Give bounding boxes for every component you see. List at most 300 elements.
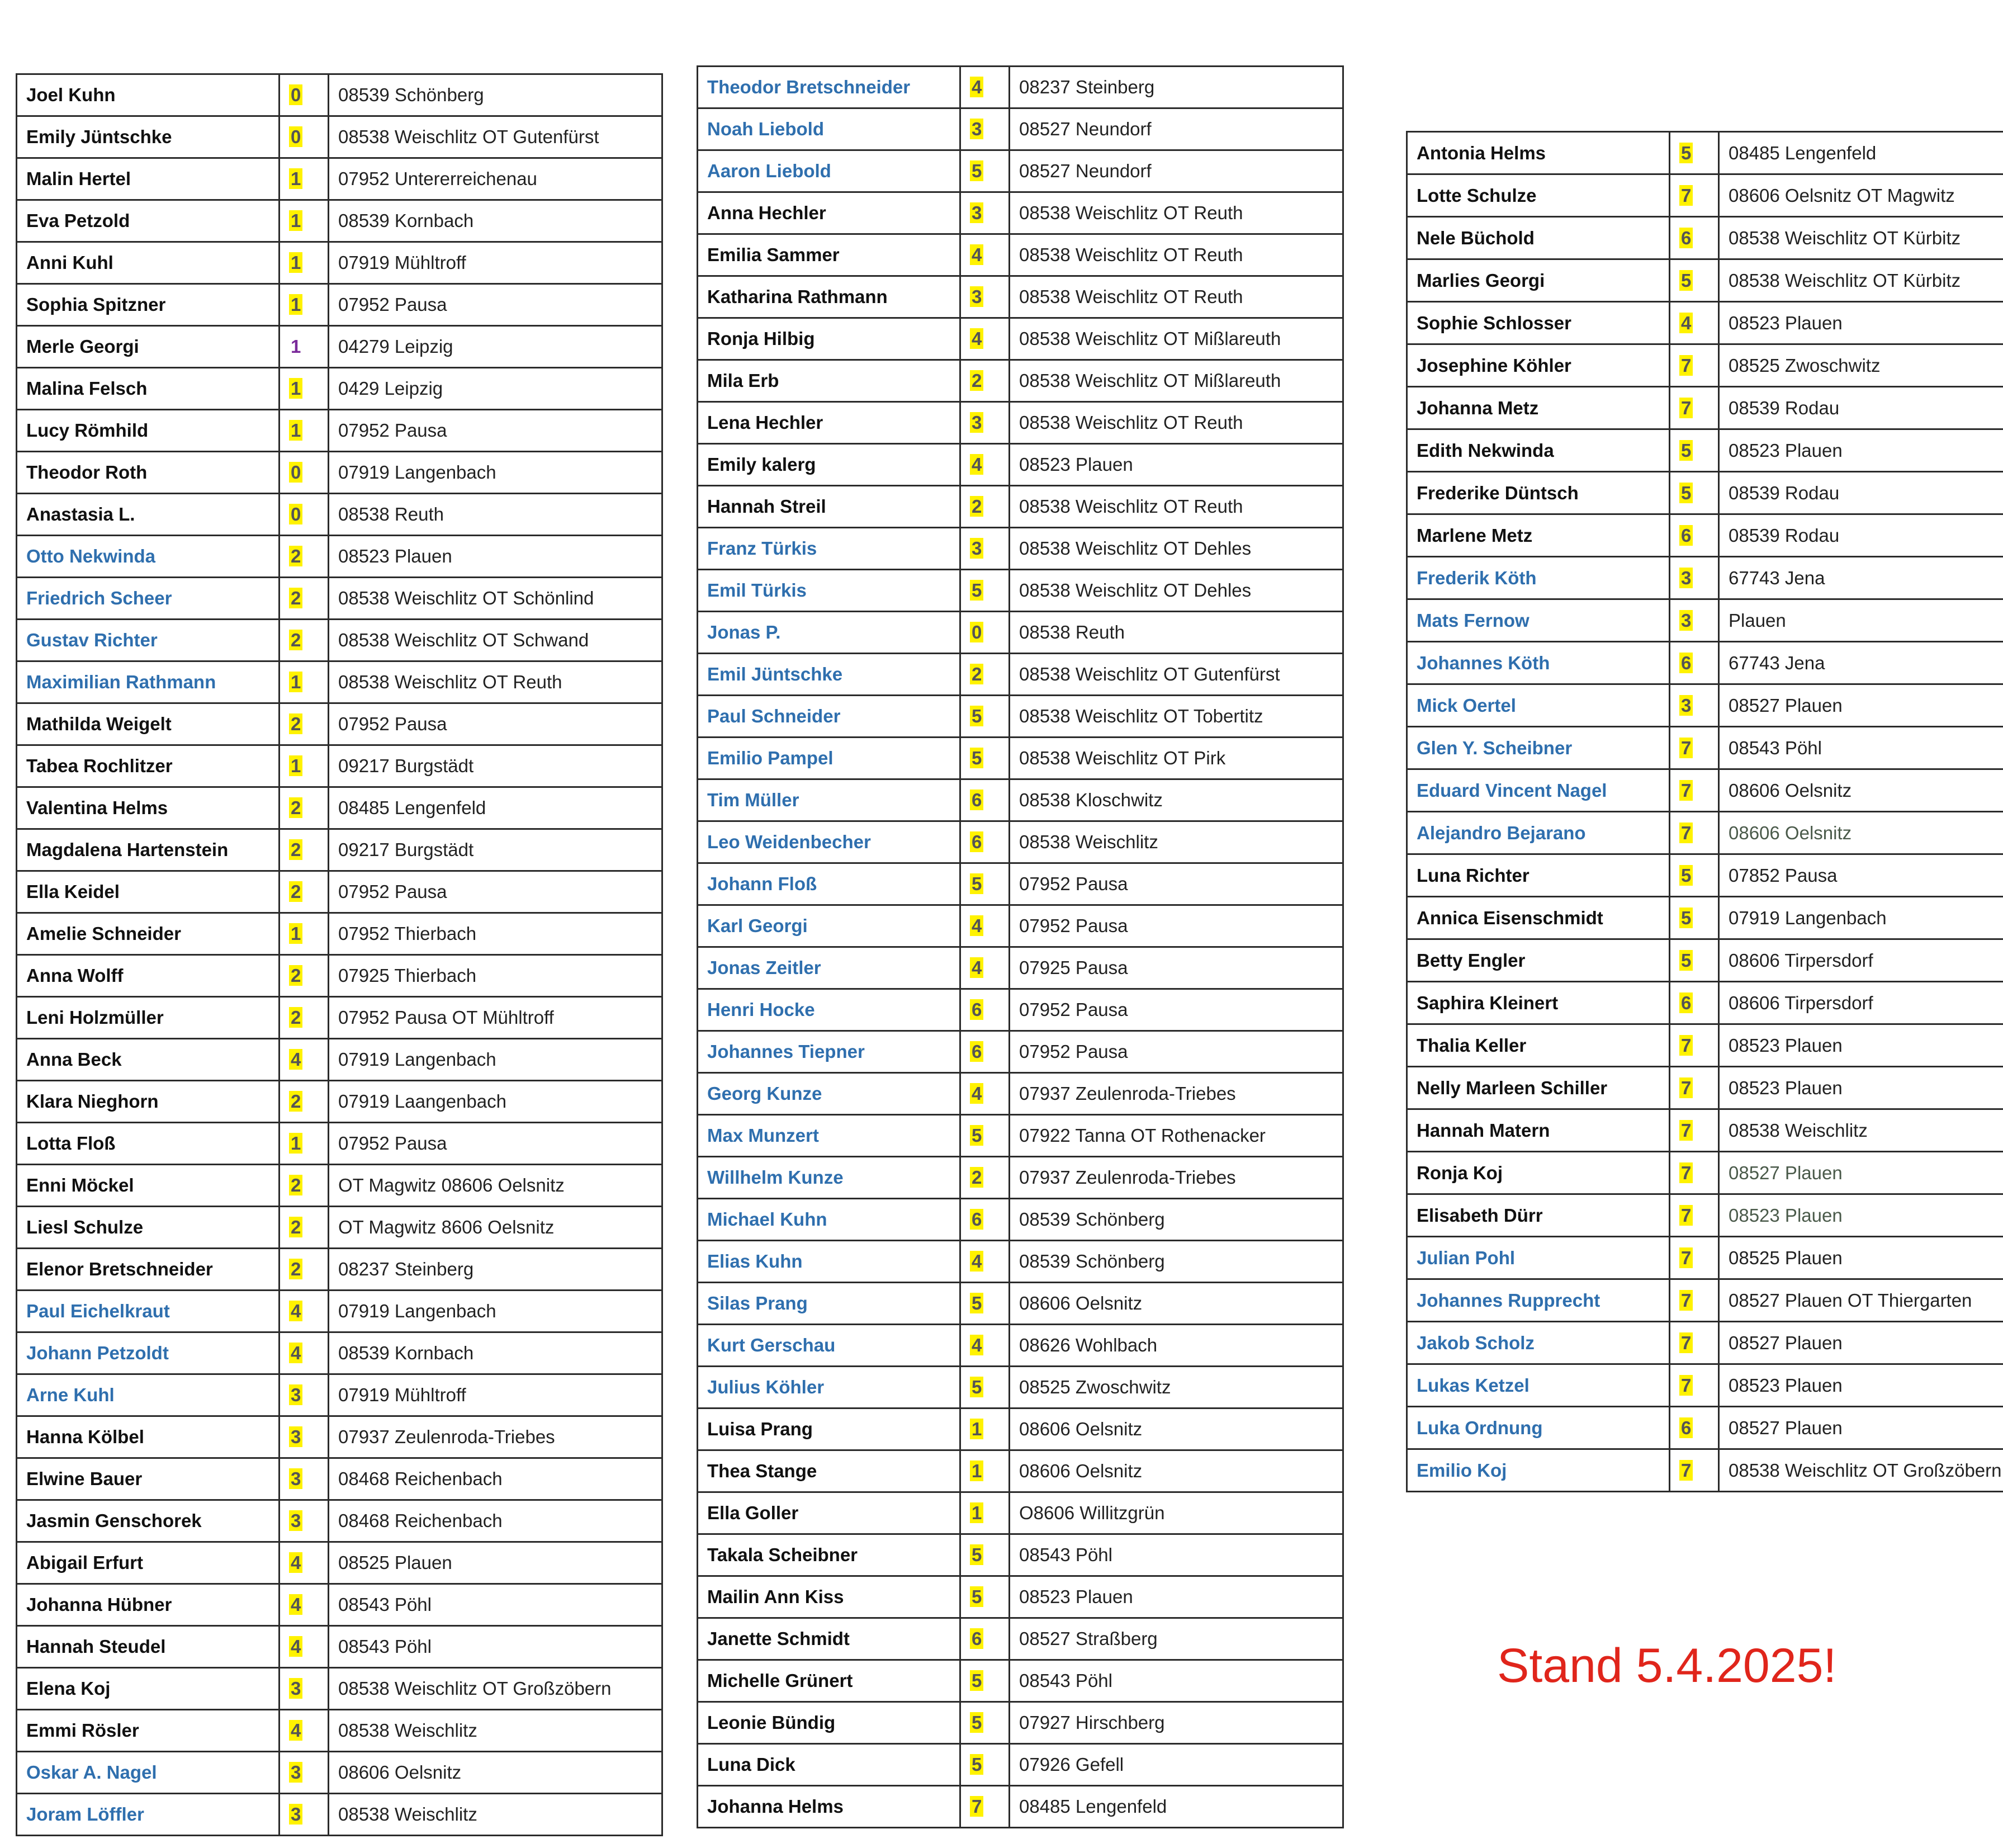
count-cell	[960, 821, 1010, 863]
place-cell: 07952 Pausa OT Mühltroff	[329, 997, 662, 1039]
place-cell: 08539 Rodau	[1719, 387, 2003, 429]
table-row	[698, 1534, 1343, 1576]
table-row	[698, 1367, 1343, 1409]
table-row	[698, 1660, 1343, 1702]
count-cell	[1670, 429, 1719, 472]
place-cell: 07952 Pausa	[1010, 1031, 1343, 1073]
person-name: Jonas Zeitler	[698, 947, 960, 989]
place-cell: 07919 Langenbach	[329, 452, 662, 494]
count-cell	[280, 997, 329, 1039]
table-row	[698, 1157, 1343, 1199]
table-row	[17, 620, 662, 661]
table-row	[17, 200, 662, 242]
count-cell	[1670, 1364, 1719, 1407]
count-cell	[280, 494, 329, 536]
person-name: Aaron Liebold	[698, 150, 960, 192]
place-cell: 67743 Jena	[1719, 557, 2003, 599]
count-cell	[960, 1157, 1010, 1199]
table-row	[698, 1325, 1343, 1367]
place-cell: 07919 Langenbach	[1719, 897, 2003, 939]
table-row	[17, 1374, 662, 1416]
table-row	[17, 1458, 662, 1500]
person-name: Lukas Ketzel	[1407, 1364, 1670, 1407]
person-name: Nele Büchold	[1407, 217, 1670, 259]
person-name: Alejandro Bejarano	[1407, 812, 1670, 854]
place-cell: 08539 Rodau	[1719, 472, 2003, 514]
table-row	[1407, 982, 2003, 1024]
count-value: 5	[1679, 143, 1693, 163]
count-value: 3	[970, 538, 983, 559]
person-name: Karl Georgi	[698, 905, 960, 947]
count-value: 7	[1679, 355, 1693, 376]
place-cell: 0429 Leipzig	[329, 368, 662, 410]
person-name: Paul Eichelkraut	[17, 1291, 280, 1332]
count-value: 5	[1679, 950, 1693, 971]
person-name: Leo Weidenbecher	[698, 821, 960, 863]
count-value: 5	[970, 580, 983, 601]
place-cell: 08527 Neundorf	[1010, 108, 1343, 150]
place-cell: 08468 Reichenbach	[329, 1500, 662, 1542]
person-name: Josephine Köhler	[1407, 344, 1670, 387]
person-name: Sophie Schlosser	[1407, 302, 1670, 344]
place-cell: 08538 Weischlitz OT Reuth	[1010, 402, 1343, 444]
table-row	[698, 108, 1343, 150]
count-value: 5	[970, 1586, 983, 1607]
person-name: Johannes Rupprecht	[1407, 1279, 1670, 1322]
place-cell: 07927 Hirschberg	[1010, 1702, 1343, 1744]
place-cell: 08538 Weischlitz OT Kürbitz	[1719, 217, 2003, 259]
table-row	[698, 444, 1343, 486]
count-cell	[1670, 1279, 1719, 1322]
count-cell	[280, 74, 329, 116]
count-value: 7	[1679, 1205, 1693, 1226]
count-value: 1	[970, 1461, 983, 1481]
table-row	[1407, 1322, 2003, 1364]
count-value: 5	[970, 1293, 983, 1313]
count-value: 5	[1679, 908, 1693, 928]
count-cell	[1670, 854, 1719, 897]
count-cell	[1670, 1024, 1719, 1067]
count-cell	[960, 1115, 1010, 1157]
person-name: Thalia Keller	[1407, 1024, 1670, 1067]
person-name: Anastasia L.	[17, 494, 280, 536]
person-name: Emil Türkis	[698, 570, 960, 612]
person-name: Lotte Schulze	[1407, 174, 1670, 217]
person-name: Takala Scheibner	[698, 1534, 960, 1576]
person-name: Anni Kuhl	[17, 242, 280, 284]
table-row	[698, 821, 1343, 863]
person-name: Lena Hechler	[698, 402, 960, 444]
count-cell	[960, 989, 1010, 1031]
place-cell: 08538 Weischlitz OT Pirk	[1010, 738, 1343, 779]
place-cell: 08527 Plauen	[1719, 1322, 2003, 1364]
place-cell: 07852 Pausa	[1719, 854, 2003, 897]
count-cell	[960, 360, 1010, 402]
table-row	[1407, 684, 2003, 727]
table-row	[698, 989, 1343, 1031]
count-cell	[1670, 1449, 1719, 1492]
count-cell	[1670, 344, 1719, 387]
table-row	[1407, 939, 2003, 982]
place-cell: 08538 Weischlitz OT Reuth	[1010, 486, 1343, 528]
table-row	[1407, 599, 2003, 642]
count-cell	[960, 444, 1010, 486]
count-value: 7	[1679, 1332, 1693, 1353]
person-name: Liesl Schulze	[17, 1207, 280, 1249]
count-cell	[960, 1450, 1010, 1492]
person-name: Mathilda Weigelt	[17, 703, 280, 745]
table-row	[698, 402, 1343, 444]
place-cell: 08523 Plauen	[1010, 1576, 1343, 1618]
count-cell	[960, 108, 1010, 150]
count-cell	[960, 696, 1010, 738]
person-name: Luna Dick	[698, 1744, 960, 1786]
person-name: Ella Keidel	[17, 871, 280, 913]
place-cell: 08523 Plauen	[1719, 302, 2003, 344]
count-cell	[960, 528, 1010, 570]
place-cell: 08539 Rodau	[1719, 514, 2003, 557]
person-name: Eva Petzold	[17, 200, 280, 242]
count-value: 4	[970, 328, 983, 349]
count-value: 7	[1679, 185, 1693, 206]
place-cell: 08606 Tirpersdorf	[1719, 939, 2003, 982]
place-cell: 08543 Pöhl	[329, 1584, 662, 1626]
count-value: 1	[289, 294, 302, 315]
roster-table-3	[1406, 131, 2003, 1492]
table-row	[698, 360, 1343, 402]
count-value: 7	[1679, 1162, 1693, 1183]
count-cell	[960, 863, 1010, 905]
count-cell	[280, 1332, 329, 1374]
table-row	[17, 452, 662, 494]
count-cell	[280, 1584, 329, 1626]
place-cell: 07922 Tanna OT Rothenacker	[1010, 1115, 1343, 1157]
place-cell: 08523 Plauen	[1719, 1024, 2003, 1067]
count-value: 2	[289, 713, 302, 734]
count-value: 3	[970, 202, 983, 223]
count-cell	[280, 620, 329, 661]
place-cell: 07952 Pausa	[329, 871, 662, 913]
count-value: 0	[289, 126, 302, 147]
table-row	[17, 1500, 662, 1542]
place-cell: 08538 Weischlitz	[1010, 821, 1343, 863]
place-cell: 08485 Lengenfeld	[1719, 132, 2003, 174]
count-value: 5	[970, 1544, 983, 1565]
count-cell	[1670, 1237, 1719, 1279]
person-name: Malin Hertel	[17, 158, 280, 200]
stand-date-label: Stand 5.4.2025!	[1497, 1639, 1837, 1693]
count-value: 6	[1679, 525, 1693, 546]
table-row	[17, 410, 662, 452]
place-cell: 08538 Weischlitz OT Reuth	[1010, 276, 1343, 318]
table-row	[17, 284, 662, 326]
count-value: 4	[970, 915, 983, 936]
table-row	[698, 1492, 1343, 1534]
place-cell: 08527 Plauen	[1719, 1152, 2003, 1194]
count-cell	[960, 1576, 1010, 1618]
place-cell: 08543 Pöhl	[1719, 727, 2003, 769]
table-row	[17, 242, 662, 284]
count-value: 2	[970, 496, 983, 517]
place-cell: 08606 Oelsnitz	[1719, 812, 2003, 854]
count-value: 7	[1679, 1077, 1693, 1098]
count-value: 2	[289, 881, 302, 902]
count-cell	[1670, 514, 1719, 557]
person-name: Marlene Metz	[1407, 514, 1670, 557]
person-name: Anna Hechler	[698, 192, 960, 234]
person-name: Leni Holzmüller	[17, 997, 280, 1039]
count-cell	[1670, 684, 1719, 727]
count-cell	[960, 1073, 1010, 1115]
count-cell	[960, 1409, 1010, 1450]
person-name: Hannah Streil	[698, 486, 960, 528]
table-row	[1407, 1067, 2003, 1109]
count-value: 4	[289, 1552, 302, 1573]
count-value: 5	[970, 706, 983, 726]
count-value: 5	[970, 1670, 983, 1691]
count-cell	[960, 192, 1010, 234]
table-row	[1407, 854, 2003, 897]
place-cell: 07952 Pausa	[329, 284, 662, 326]
count-cell	[280, 578, 329, 620]
count-cell	[1670, 1194, 1719, 1237]
count-value: 2	[970, 664, 983, 684]
place-cell: 08606 Oelsnitz	[1719, 769, 2003, 812]
count-cell	[960, 276, 1010, 318]
count-value: 1	[289, 755, 302, 776]
person-name: Mila Erb	[698, 360, 960, 402]
count-cell	[960, 1702, 1010, 1744]
count-value: 6	[1679, 1417, 1693, 1438]
place-cell: 08237 Steinberg	[329, 1249, 662, 1291]
table-row	[17, 536, 662, 578]
place-cell: 08527 Plauen	[1719, 684, 2003, 727]
table-row	[17, 1291, 662, 1332]
count-value: 0	[289, 84, 302, 105]
count-cell	[280, 326, 329, 368]
count-value: 7	[1679, 1120, 1693, 1141]
table-row	[698, 1744, 1343, 1786]
place-cell: 04279 Leipzig	[329, 326, 662, 368]
count-cell	[280, 1500, 329, 1542]
table-row	[1407, 1237, 2003, 1279]
count-value: 3	[289, 1384, 302, 1405]
count-value: 3	[289, 1678, 302, 1699]
person-name: Marlies Georgi	[1407, 259, 1670, 302]
place-cell: 07952 Pausa	[1010, 905, 1343, 947]
place-cell: 08538 Weischlitz OT Dehles	[1010, 528, 1343, 570]
person-name: Elena Koj	[17, 1668, 280, 1710]
person-name: Janette Schmidt	[698, 1618, 960, 1660]
place-cell: 08543 Pöhl	[1010, 1534, 1343, 1576]
count-cell	[960, 67, 1010, 108]
person-name: Lotta Floß	[17, 1123, 280, 1165]
person-name: Ronja Koj	[1407, 1152, 1670, 1194]
place-cell: 08527 Plauen	[1719, 1407, 2003, 1449]
place-cell: 08538 Weischlitz OT Reuth	[329, 661, 662, 703]
place-cell: 08523 Plauen	[1719, 1364, 2003, 1407]
person-name: Mick Oertel	[1407, 684, 1670, 727]
person-name: Emily Jüntschke	[17, 116, 280, 158]
count-cell	[280, 1710, 329, 1752]
table-row	[1407, 514, 2003, 557]
person-name: Johann Petzoldt	[17, 1332, 280, 1374]
table-row	[698, 1786, 1343, 1828]
table-row	[1407, 429, 2003, 472]
table-row	[1407, 259, 2003, 302]
count-value: 7	[1679, 1375, 1693, 1396]
table-row	[698, 1283, 1343, 1325]
person-name: Friedrich Scheer	[17, 578, 280, 620]
table-row	[1407, 302, 2003, 344]
table-row	[17, 871, 662, 913]
count-cell	[280, 1207, 329, 1249]
table-row	[698, 1031, 1343, 1073]
person-name: Luisa Prang	[698, 1409, 960, 1450]
count-value: 6	[970, 831, 983, 852]
person-name: Willhelm Kunze	[698, 1157, 960, 1199]
count-value: 6	[970, 999, 983, 1020]
count-value: 1	[289, 672, 302, 692]
place-cell: 08538 Weischlitz OT Mißlareuth	[1010, 360, 1343, 402]
place-cell: 08527 Plauen OT Thiergarten	[1719, 1279, 2003, 1322]
count-value: 3	[970, 412, 983, 433]
person-name: Johann Floß	[698, 863, 960, 905]
person-name: Enni Möckel	[17, 1165, 280, 1207]
count-value: 5	[1679, 270, 1693, 291]
count-value: 5	[970, 160, 983, 181]
table-row	[698, 570, 1343, 612]
count-value: 6	[970, 1041, 983, 1062]
person-name: Malina Felsch	[17, 368, 280, 410]
place-cell: 08538 Weischlitz OT Gutenfürst	[1010, 654, 1343, 696]
count-cell	[280, 116, 329, 158]
person-name: Elisabeth Dürr	[1407, 1194, 1670, 1237]
count-cell	[280, 787, 329, 829]
count-value: 2	[289, 1175, 302, 1195]
place-cell: OT Magwitz 8606 Oelsnitz	[329, 1207, 662, 1249]
person-name: Hannah Steudel	[17, 1626, 280, 1668]
table-row	[17, 1123, 662, 1165]
count-cell	[280, 829, 329, 871]
place-cell: 07952 Pausa	[329, 410, 662, 452]
table-row	[1407, 897, 2003, 939]
count-cell	[280, 871, 329, 913]
count-value: 4	[289, 1343, 302, 1363]
table-row	[1407, 1279, 2003, 1322]
table-row	[698, 654, 1343, 696]
table-row	[17, 997, 662, 1039]
count-value: 5	[970, 1125, 983, 1146]
count-cell	[960, 905, 1010, 947]
table-row	[17, 913, 662, 955]
count-value: 4	[970, 1251, 983, 1272]
person-name: Valentina Helms	[17, 787, 280, 829]
table-row	[17, 494, 662, 536]
count-cell	[280, 1081, 329, 1123]
count-cell	[280, 1626, 329, 1668]
count-value: 7	[1679, 823, 1693, 843]
person-name: Joel Kuhn	[17, 74, 280, 116]
place-cell: 07937 Zeulenroda-Triebes	[1010, 1073, 1343, 1115]
person-name: Edith Nekwinda	[1407, 429, 1670, 472]
table-row	[698, 1618, 1343, 1660]
place-cell: 08538 Weischlitz OT Reuth	[1010, 234, 1343, 276]
place-cell: 08539 Kornbach	[329, 200, 662, 242]
person-name: Georg Kunze	[698, 1073, 960, 1115]
person-name: Abigail Erfurt	[17, 1542, 280, 1584]
table-row	[17, 368, 662, 410]
count-value: 7	[1679, 1035, 1693, 1056]
table-row	[698, 276, 1343, 318]
table-row	[1407, 642, 2003, 684]
count-value: 2	[289, 839, 302, 860]
person-name: Elwine Bauer	[17, 1458, 280, 1500]
count-value: 7	[1679, 398, 1693, 418]
count-value: 7	[1679, 1290, 1693, 1311]
count-cell	[1670, 812, 1719, 854]
count-cell	[280, 1249, 329, 1291]
place-cell: 07925 Thierbach	[329, 955, 662, 997]
place-cell: 08606 Oelsnitz	[1010, 1283, 1343, 1325]
count-cell	[1670, 174, 1719, 217]
person-name: Nelly Marleen Schiller	[1407, 1067, 1670, 1109]
person-name: Amelie Schneider	[17, 913, 280, 955]
person-name: Ella Goller	[698, 1492, 960, 1534]
place-cell: 08538 Weischlitz OT Reuth	[1010, 192, 1343, 234]
count-value: 5	[1679, 865, 1693, 886]
count-value: 7	[1679, 780, 1693, 801]
count-value: 4	[970, 244, 983, 265]
count-cell	[960, 779, 1010, 821]
place-cell: 07926 Gefell	[1010, 1744, 1343, 1786]
count-cell	[960, 318, 1010, 360]
table-row	[17, 74, 662, 116]
person-name: Thea Stange	[698, 1450, 960, 1492]
table-row	[1407, 1152, 2003, 1194]
count-cell	[960, 234, 1010, 276]
place-cell: 07952 Pausa	[329, 1123, 662, 1165]
place-cell: 07952 Untererreichenau	[329, 158, 662, 200]
count-cell	[1670, 1322, 1719, 1364]
person-name: Johanna Hübner	[17, 1584, 280, 1626]
place-cell: 08538 Weischlitz OT Gutenfürst	[329, 116, 662, 158]
table-row	[17, 326, 662, 368]
place-cell: 08538 Weischlitz	[329, 1710, 662, 1752]
count-cell	[960, 612, 1010, 654]
count-value: 4	[970, 1335, 983, 1355]
count-value: 0	[970, 622, 983, 642]
person-name: Leonie Bündig	[698, 1702, 960, 1744]
person-name: Annica Eisenschmidt	[1407, 897, 1670, 939]
table-row	[17, 1165, 662, 1207]
count-value: 4	[289, 1594, 302, 1615]
person-name: Mailin Ann Kiss	[698, 1576, 960, 1618]
count-cell	[280, 1458, 329, 1500]
count-value: 3	[289, 1762, 302, 1783]
table-row	[17, 1584, 662, 1626]
person-name: Emily kalerg	[698, 444, 960, 486]
roster-table-3-body	[1407, 132, 2003, 1492]
roster-table-2	[697, 65, 1344, 1828]
roster-table-2-body	[698, 67, 1343, 1828]
place-cell: 07952 Thierbach	[329, 913, 662, 955]
count-value: 2	[970, 370, 983, 391]
place-cell: 08237 Steinberg	[1010, 67, 1343, 108]
count-value: 5	[1679, 440, 1693, 461]
count-cell	[960, 570, 1010, 612]
count-cell	[960, 1618, 1010, 1660]
